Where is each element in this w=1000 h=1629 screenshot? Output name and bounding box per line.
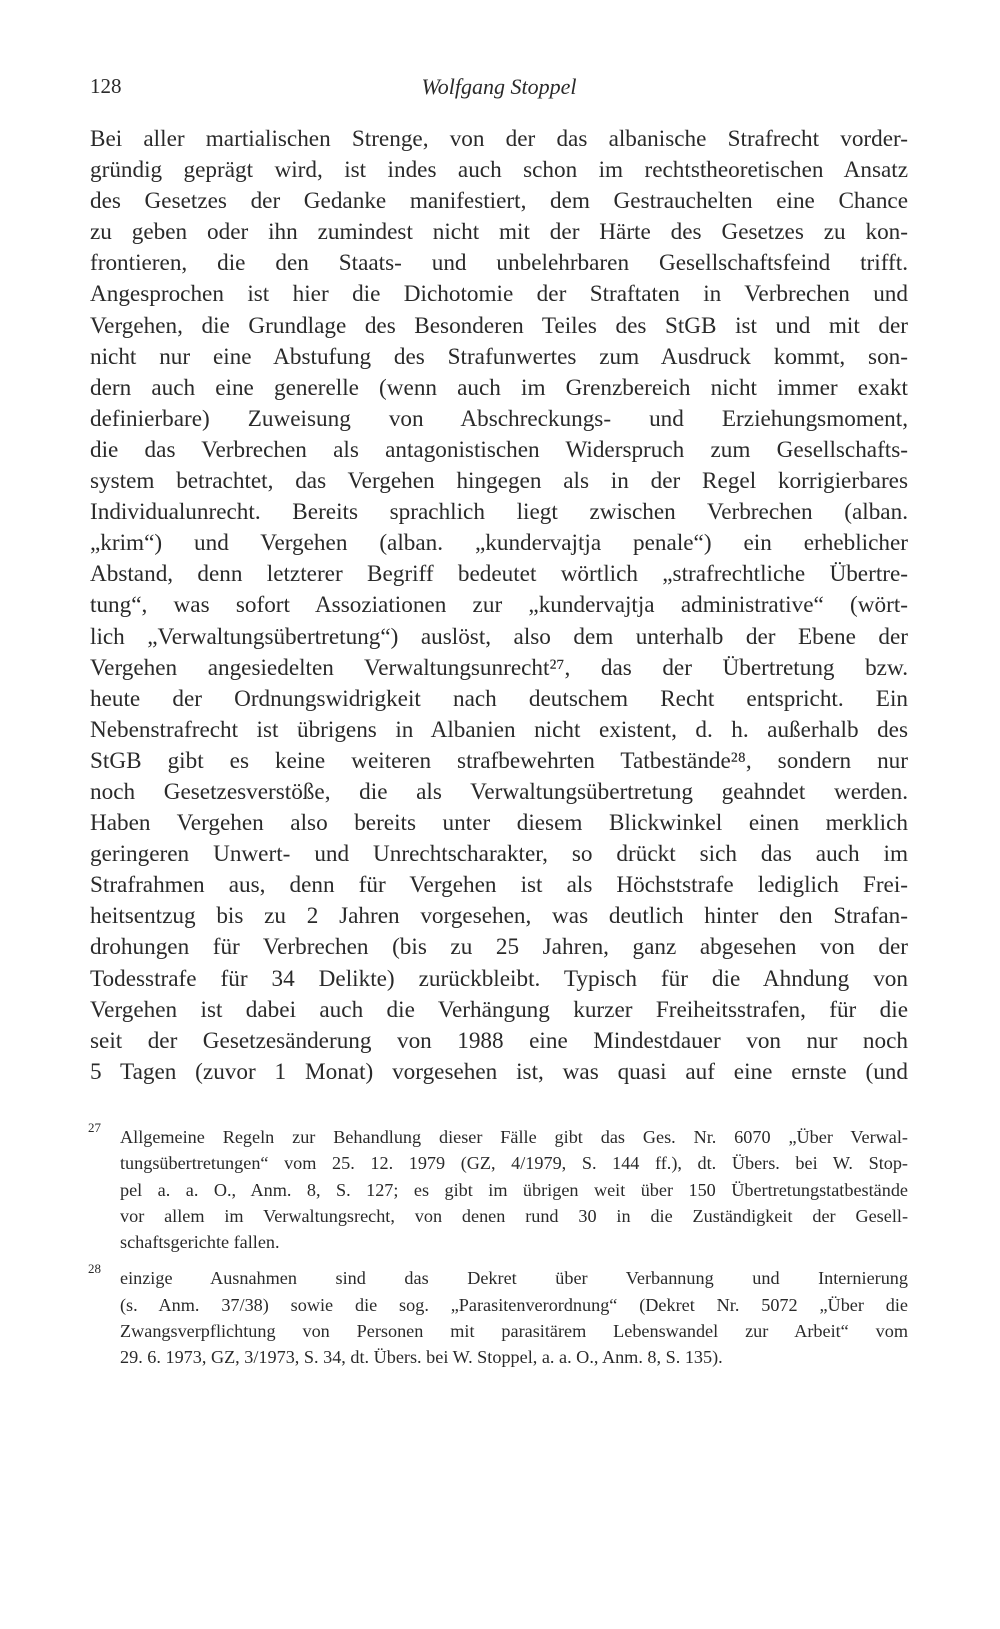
page-number: 128 <box>90 74 122 98</box>
text-line: Abstand, denn letzterer Begriff bedeutet wörtlich „strafrechtliche Übertre- <box>90 561 908 588</box>
text-line: tung“, was sofort Assoziationen zur „kundervajtja administrative“ (wört- <box>90 592 908 619</box>
footnote-27 <box>88 1120 908 1255</box>
text-line: Bei aller martialischen Strenge, von der das albanische Strafrecht vorder- <box>90 126 908 152</box>
footnote-line: Allgemeine Regeln zur Behandlung dieser Fälle gibt das Ges. Nr. 6070 „Über Verwal- <box>120 1127 908 1147</box>
text-line: noch Gesetzesverstöße, die als Verwaltungsübertretung geahndet werden. <box>90 778 908 805</box>
text-line: dern auch eine generelle (wenn auch im Grenzbereich nicht immer exakt <box>90 374 908 401</box>
text-line: die das Verbrechen als antagonistischen Widerspruch zum Gesellschafts- <box>90 436 908 463</box>
text-line: zu geben oder ihn zumindest nicht mit der Härte des Gesetzes zu kon- <box>90 219 908 246</box>
text-line: des Gesetzes der Gedanke manifestiert, dem Gestrauchelten eine Chance <box>90 188 908 215</box>
footnote-line: vor allem im Verwaltungsrecht, von denen rund 30 in die Zuständigkeit der Gesell- <box>120 1205 908 1226</box>
footnote-marker: 28 <box>88 1261 101 1277</box>
text-line: Haben Vergehen also bereits unter diesem Blickwinkel einen merklich <box>90 810 908 837</box>
footnote-line: Zwangsverpflichtung von Personen mit parasitärem Lebenswandel zur Arbeit“ vom <box>120 1321 908 1342</box>
footnote-line: schaftsgerichte fallen. <box>120 1232 280 1253</box>
text-line: Angesprochen ist hier die Dichotomie der Straftaten in Verbrechen und <box>90 281 908 308</box>
text-line: lich „Verwaltungsübertretung“) auslöst, also dem unterhalb der Ebene der <box>90 623 908 650</box>
text-line: „krim“) und Vergehen (alban. „kundervajtja penale“) ein erheblicher <box>90 530 908 557</box>
text-line: Vergehen ist dabei auch die Verhängung kurzer Freiheitsstrafen, für die <box>90 996 908 1023</box>
text-line: 5 Tagen (zuvor 1 Monat) vorgesehen ist, was quasi auf eine ernste (und <box>90 1058 908 1085</box>
running-header <box>90 74 908 104</box>
text-line: seit der Gesetzesänderung von 1988 eine Mindestdauer von nur noch <box>90 1027 908 1054</box>
text-line: nicht nur eine Abstufung des Strafunwertes zum Ausdruck kommt, son- <box>90 343 908 370</box>
text-line: frontieren, die den Staats- und unbelehrbaren Gesellschaftsfeind trifft. <box>90 250 908 277</box>
running-title: Wolfgang Stoppel <box>421 74 577 99</box>
text-line: system betrachtet, das Vergehen hingegen als in der Regel korrigierbares <box>90 468 908 495</box>
text-line: StGB gibt es keine weiteren strafbewehrten Tatbestände²⁸, sondern nur <box>90 747 908 774</box>
text-line: geringeren Unwert- und Unrechtscharakter, so drückt sich das auch im <box>90 841 908 868</box>
text-line: Individualunrecht. Bereits sprachlich liegt zwischen Verbrechen (alban. <box>90 499 908 526</box>
text-line: heute der Ordnungswidrigkeit nach deutschem Recht entspricht. Ein <box>90 685 908 712</box>
text-line: Todesstrafe für 34 Delikte) zurückbleibt. Typisch für die Ahndung von <box>90 965 908 992</box>
text-line: definierbare) Zuweisung von Abschreckungs- und Erziehungsmoment, <box>90 405 908 432</box>
text-line: Vergehen, die Grundlage des Besonderen Teiles des StGB ist und mit der <box>90 312 908 339</box>
footnote-line: tungsübertretungen“ vom 25. 12. 1979 (GZ, 4/1979, S. 144 ff.), dt. Übers. bei W. Stop- <box>120 1153 908 1174</box>
footnote-line: 29. 6. 1973, GZ, 3/1973, S. 34, dt. Übers. bei W. Stoppel, a. a. O., Anm. 8, S. 135). <box>120 1347 723 1368</box>
text-line: Nebenstrafrecht ist übrigens in Albanien nicht existent, d. h. außerhalb des <box>90 716 908 743</box>
footnotes <box>88 1120 908 1381</box>
text-line: gründig geprägt wird, ist indes auch schon im rechtstheoretischen Ansatz <box>90 157 908 184</box>
footnote-line: pel a. a. O., Anm. 8, S. 127; es gibt im übrigen weit über 150 Übertretungstatbestände <box>120 1179 908 1200</box>
text-line: Vergehen angesiedelten Verwaltungsunrecht²⁷, das der Übertretung bzw. <box>90 654 908 681</box>
footnote-line: (s. Anm. 37/38) sowie die sog. „Parasitenverordnung“ (Dekret Nr. 5072 „Über die <box>120 1294 908 1315</box>
footnote-line: einzige Ausnahmen sind das Dekret über Verbannung und Internierung <box>120 1268 908 1289</box>
footnote-28 <box>88 1261 908 1370</box>
text-line: heitsentzug bis zu 2 Jahren vorgesehen, was deutlich hinter den Strafan- <box>90 903 908 930</box>
body-paragraph <box>90 124 908 1088</box>
footnote-marker: 27 <box>88 1120 101 1135</box>
text-line: drohungen für Verbrechen (bis zu 25 Jahren, ganz abgesehen von der <box>90 934 908 961</box>
text-line: Strafrahmen aus, denn für Vergehen ist als Höchststrafe lediglich Frei- <box>90 872 908 899</box>
